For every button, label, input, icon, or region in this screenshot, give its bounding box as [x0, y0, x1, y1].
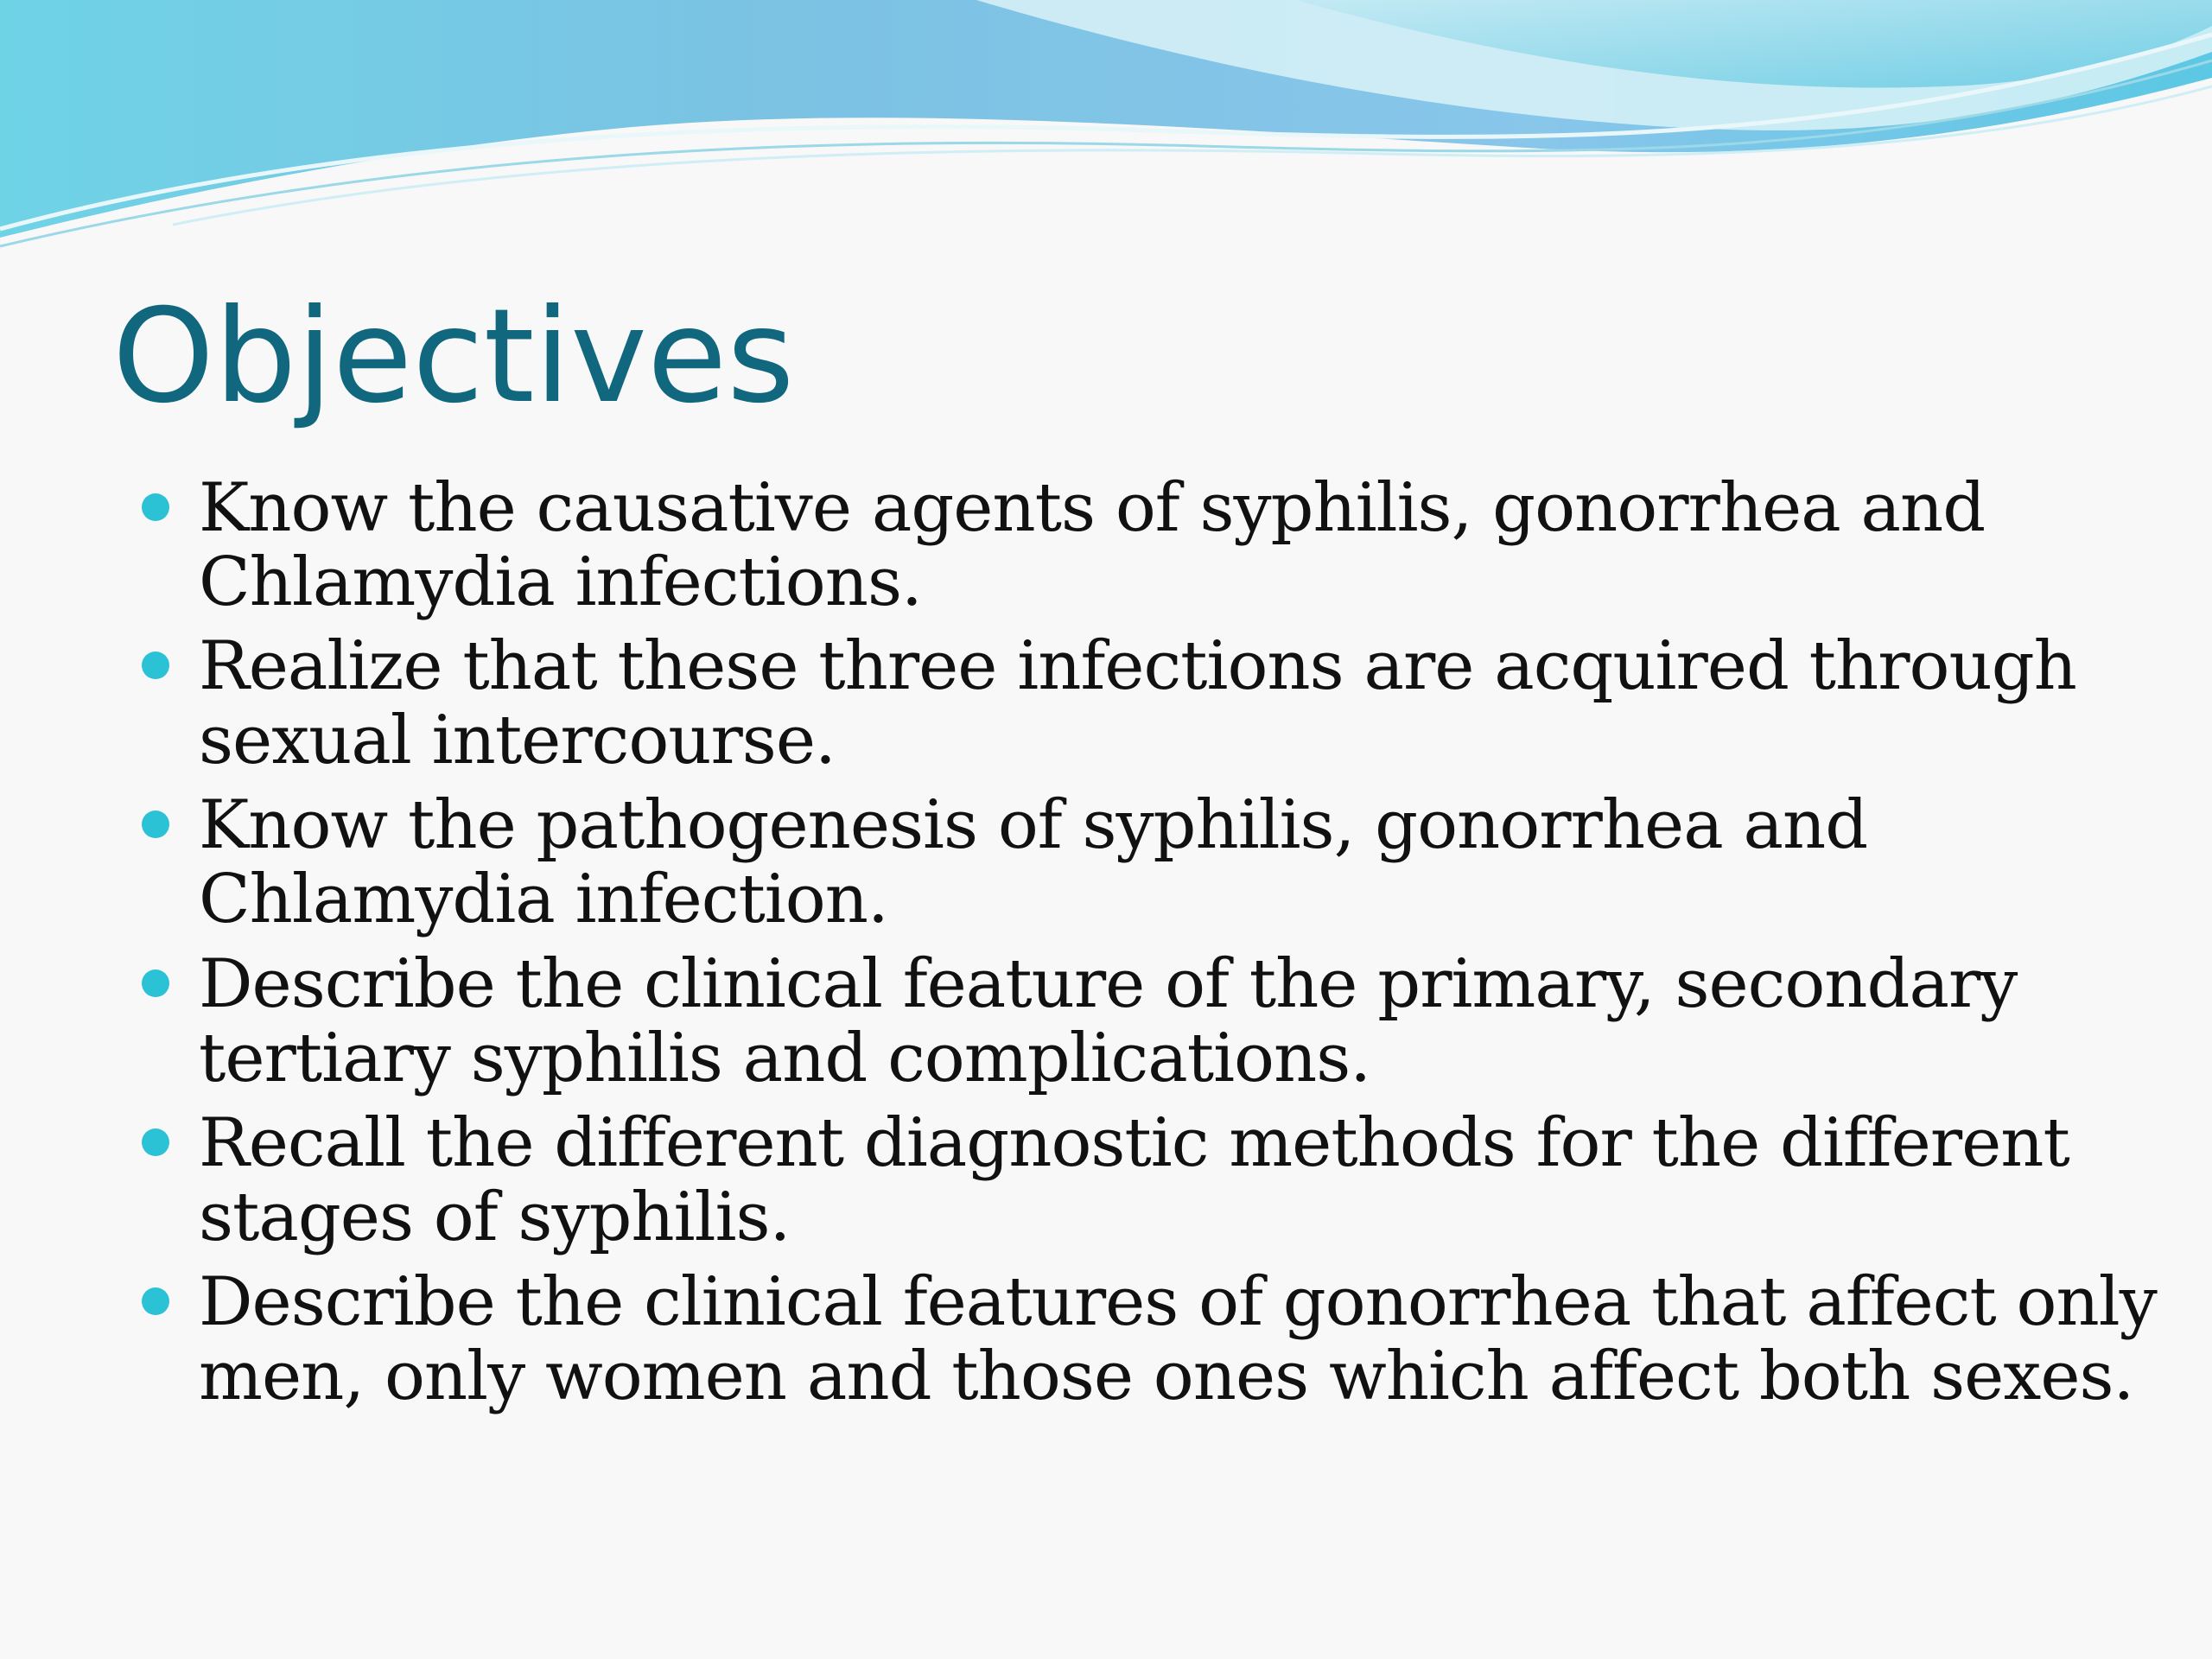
- list-item: [199, 1106, 2169, 1255]
- bullet-dot-icon: [142, 1128, 169, 1156]
- bullet-text-line: Chlamydia infection.: [199, 861, 888, 938]
- bullet-dot-icon: [142, 969, 169, 997]
- bullet-text-line: Recall the different diagnostic methods for the different: [199, 1104, 2069, 1182]
- bullet-dot-icon: [142, 493, 169, 521]
- bullet-text-line: Describe the clinical feature of the primary, secondary: [199, 945, 2018, 1023]
- slide-title: Objectives: [112, 282, 795, 432]
- list-item: [199, 471, 2169, 620]
- bullet-dot-icon: [142, 810, 169, 838]
- list-item: [199, 947, 2169, 1096]
- bullet-dot-icon: [142, 1287, 169, 1315]
- bullet-text-line: men, only women and those ones which affect both sexes.: [199, 1338, 2134, 1415]
- bullet-text-line: Realize that these three infections are acquired through: [199, 627, 2076, 705]
- header-wave-decoration: [0, 0, 2212, 276]
- bullet-text-line: stages of syphilis.: [199, 1179, 791, 1256]
- list-item: [199, 629, 2169, 778]
- bullet-text-line: Chlamydia infections.: [199, 543, 922, 621]
- bullet-text-line: sexual intercourse.: [199, 702, 836, 779]
- list-item: [199, 1265, 2169, 1414]
- bullet-text-line: tertiary syphilis and complications.: [199, 1020, 1371, 1097]
- list-item: [199, 788, 2169, 937]
- bullet-text-line: Know the causative agents of syphilis, gonorrhea and: [199, 469, 1986, 547]
- bullet-dot-icon: [142, 652, 169, 679]
- bullet-text-line: Know the pathogenesis of syphilis, gonorrhea and: [199, 786, 1868, 864]
- bullet-text-line: Describe the clinical features of gonorrhea that affect only: [199, 1263, 2157, 1341]
